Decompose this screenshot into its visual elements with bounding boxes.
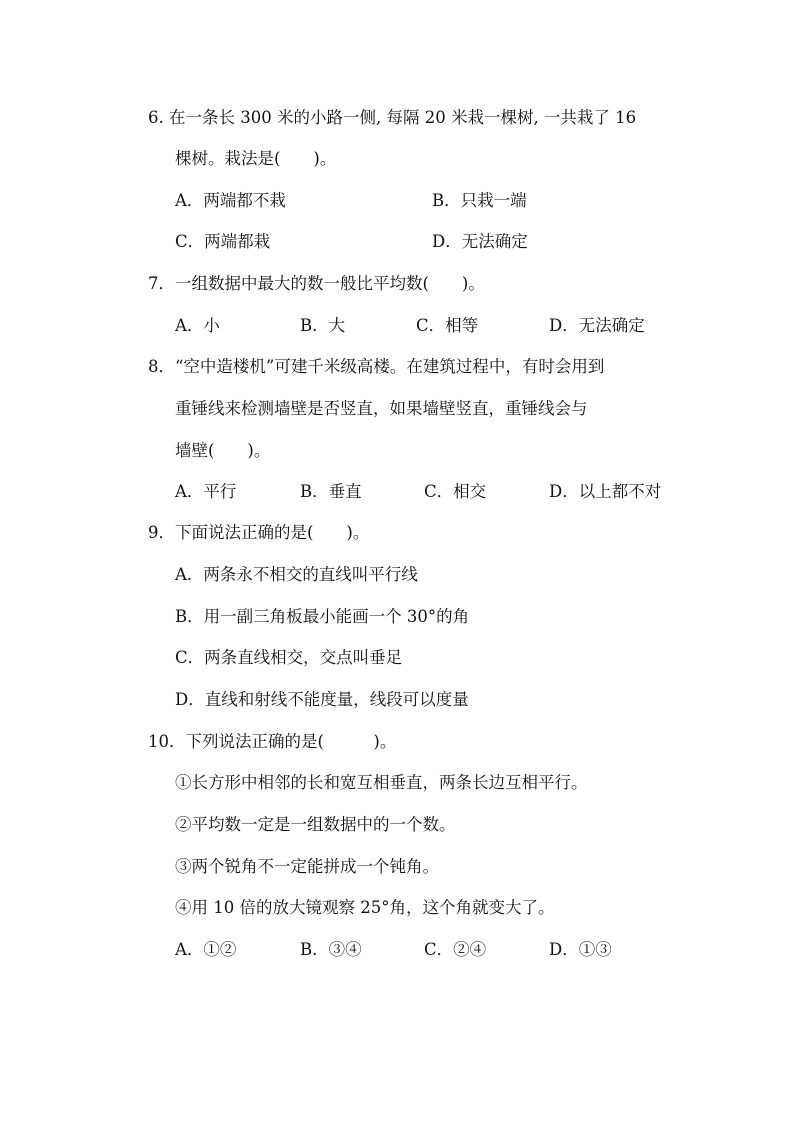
q10-option-c[interactable]: C．②④ <box>424 940 487 959</box>
q9-option-c[interactable]: C．两条直线相交，交点叫垂足 <box>175 648 403 667</box>
q9-stem: 9．下面说法正确的是( )。 <box>148 523 370 542</box>
q8-stem-line3: 墙壁( )。 <box>175 441 271 460</box>
q8-stem-line2: 重锤线来检测墙壁是否竖直，如果墙壁竖直，重锤线会与 <box>175 399 588 418</box>
q10-statement-3: ③两个锐角不一定能拼成一个钝角。 <box>175 857 439 876</box>
q10-option-b[interactable]: B．③④ <box>300 940 362 959</box>
q6-stem-line1: 6. 在一条长 300 米的小路一侧, 每隔 20 米栽一棵树, 一共栽了 16 <box>148 108 637 127</box>
q9-option-d[interactable]: D．直线和射线不能度量，线段可以度量 <box>175 690 469 709</box>
q7-option-d[interactable]: D．无法确定 <box>549 316 645 335</box>
q6-option-b[interactable]: B．只栽一端 <box>432 191 527 210</box>
q10-option-a[interactable]: A．①② <box>175 940 237 959</box>
q7-stem: 7．一组数据中最大的数一般比平均数( )。 <box>148 274 485 293</box>
q8-option-d[interactable]: D．以上都不对 <box>549 482 662 501</box>
q8-stem-line1: 8．“空中造楼机”可建千米级高楼。在建筑过程中，有时会用到 <box>148 357 605 376</box>
q7-option-a[interactable]: A．小 <box>175 316 220 335</box>
q7-option-c[interactable]: C．相等 <box>416 316 479 335</box>
q8-option-b[interactable]: B．垂直 <box>300 482 362 501</box>
q10-option-d[interactable]: D．①③ <box>549 940 612 959</box>
q7-option-b[interactable]: B．大 <box>300 316 346 335</box>
q8-option-a[interactable]: A．平行 <box>175 482 237 501</box>
q9-option-a[interactable]: A．两条永不相交的直线叫平行线 <box>175 565 418 584</box>
q6-option-a[interactable]: A．两端都不栽 <box>175 191 286 210</box>
q10-stem: 10．下列说法正确的是( )。 <box>148 732 397 751</box>
q9-option-b[interactable]: B．用一副三角板最小能画一个 30°的角 <box>175 607 470 626</box>
q6-option-c[interactable]: C．两端都栽 <box>175 232 271 251</box>
q10-statement-2: ②平均数一定是一组数据中的一个数。 <box>175 815 456 834</box>
q8-option-c[interactable]: C．相交 <box>424 482 487 501</box>
q10-statement-1: ①长方形中相邻的长和宽互相垂直，两条长边互相平行。 <box>175 773 588 792</box>
q6-stem-line2: 棵树。栽法是( )。 <box>175 149 337 168</box>
q10-statement-4: ④用 10 倍的放大镜观察 25°角，这个角就变大了。 <box>175 898 555 917</box>
q6-option-d[interactable]: D．无法确定 <box>432 232 528 251</box>
